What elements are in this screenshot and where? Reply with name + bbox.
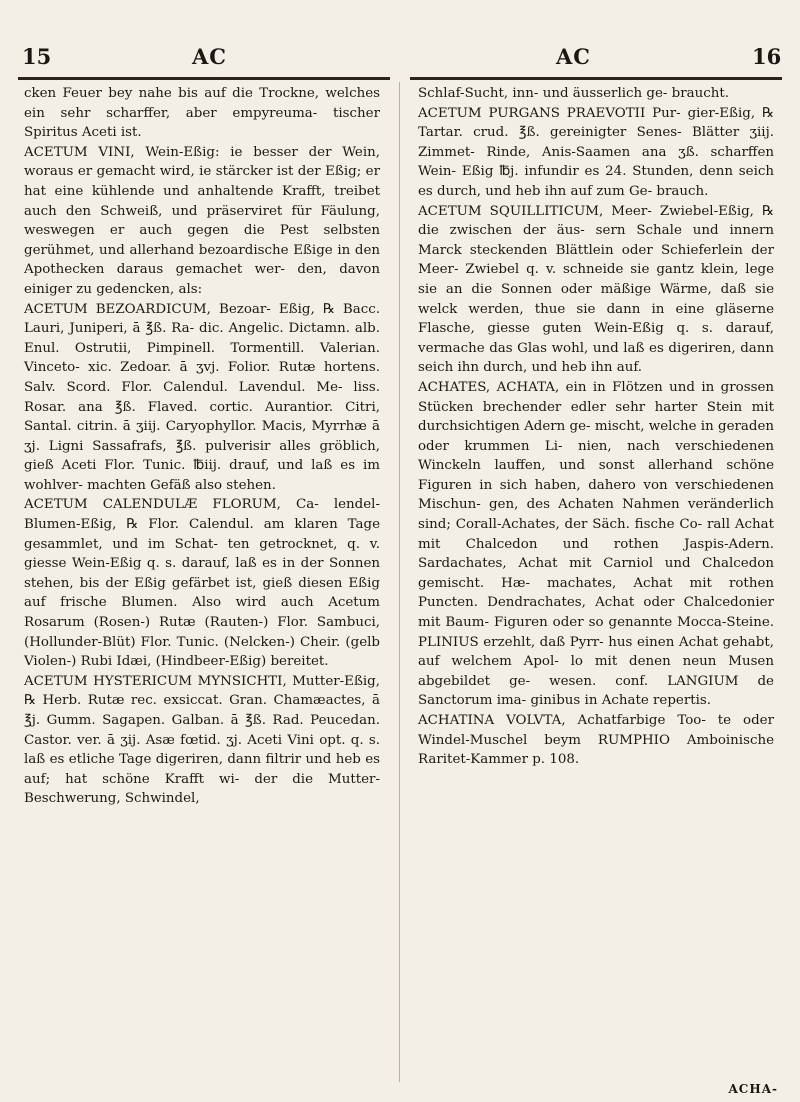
entry-acetum-squilliticum: ACETUM SQUILLITICUM, Meer- Zwiebel-Eßig, ℞ die zwischen der äus- sern Schale und innern Marck steckenden Blättlein oder Schieferlein der Meer- Zwiebel q. v. schneide sie gantz klein, lege sie an die Sonnen oder mäßige Wärme, daß sie welck werden, thue sie dann in eine gläserne Flasche, giesse guten Wein-Eßig q. s. darauf, vermache das Glas wohl, und laß es digeriren, dann seich ihn durch, und heb ihn auf. (418, 203, 774, 376)
catchword: ACHA- (728, 1082, 778, 1096)
right-header-rule (410, 77, 782, 80)
right-running-head: AC (556, 44, 592, 69)
right-column (418, 84, 774, 770)
entry-achatina-voluta: ACHATINA VOLVTA, Achatfarbige Too- te oder Windel-Muschel beym RUMPHIO Amboinische Raritet-Kammer p. 108. (418, 713, 774, 768)
paragraph-schlaf-sucht: Schlaf-Sucht, inn- und äusserlich ge- braucht. (418, 86, 730, 101)
entry-acetum-calendulae: ACETUM CALENDULÆ FLORUM, Ca- lendel-Blumen-Eßig, ℞ Flor. Calendul. am klaren Tage gesammlet, und im Schat- ten getrocknet, q. v. giesse Wein-Eßig q. s. darauf, laß es in der Sonnen stehen, bis der Eßig gefärbet ist, gieß diesen Eßig auf frische Blumen. Also wird auch Acetum Rosarum (Rosen-) Rutæ (Rauten-) Flor. Sambuci, (Hollunder-Blüt) Flor. Tunic. (Nelcken-) Cheir. (gelb Violen-) Rubi Idæi, (Hindbeer-Eßig) bereitet. (24, 497, 380, 670)
entry-acetum-vini: ACETUM VINI, Wein-Eßig: ie besser der Wein, woraus er gemacht wird, ie stärcker ist der Eßig; er hat eine kühlende und anhaltende Krafft, treibet auch den Schweiß, und präserviret für Fäulung, weswegen er auch gegen die Pest selbsten gerühmet, und allerhand bezoardische Eßige in den Apothecken daraus gemachet wer- den, davon einiger zu gedencken, als: (24, 144, 380, 297)
paragraph-spiritus-aceti: cken Feuer bey nahe bis auf die Trockne, welches ein sehr scharffer, aber empyreuma- tischer Spiritus Aceti ist. (24, 86, 380, 141)
right-page-number: 16 (752, 44, 782, 69)
entry-acetum-bezoardicum: ACETUM BEZOARDICUM, Bezoar- Eßig, ℞ Bacc. Lauri, Juniperi, ā ℥ß. Ra- dic. Angelic. Dictamn. alb. Enul. Ostrutii, Pimpinell. Tormentill. Valerian. Vinceto- xic. Zedoar. ā ʒvj. Folior. Rutæ hortens. Salv. Scord. Flor. Calendul. Lavendul. Me- liss. Rosar. ana ℥ß. Flaved. cortic. Aurantior. Citri, Santal. citrin. ā ʒiij. Caryophyllor. Macis, Myrrhæ ā ʒj. Ligni Sassafrafs, ℥ß. pulverisir alles gröblich, gieß Aceti Flor. Tunic. ℔iij. drauf, und laß es im wohlver- machten Gefäß also stehen. (24, 301, 380, 493)
left-page-number: 15 (22, 44, 52, 69)
left-running-head: AC (192, 44, 228, 69)
entry-achates: ACHATES, ACHATA, ein in Flötzen und in grossen Stücken brechender edler sehr harter Stein mit durchsichtigen Adern ge- mischt, welche in geraden oder krummen Li- nien, nach verschiedenen Winckeln lauffen, und sonst allerhand schöne Figuren in sich haben, dahero von verschiedenen Mischun- gen, des Achaten Nahmen veränderlich sind; Corall-Achates, der Säch. fische Co- rall Achat mit Chalcedon und rothen Jaspis-Adern. Sardachates, Achat mit Carniol und Chalcedon gemischt. Hæ- machates, Achat mit rothen Puncten. Dendrachates, Achat oder Chalcedonier mit Baum- Figuren oder so genannte Mocca-Steine. PLINIUS erzehlt, daß Pyrr- hus einen Achat gehabt, auf welchem Apol- lo mit denen neun Musen abgebildet ge- wesen. conf. LANGIUM de Sanctorum ima- ginibus in Achate repertis. (418, 379, 774, 709)
column-gutter (399, 82, 400, 1082)
left-column (24, 84, 380, 809)
entry-acetum-purgans: ACETUM PURGANS PRAEVOTII Pur- gier-Eßig, ℞ Tartar. crud. ℥ß. gereinigter Senes- Blätter ʒiij. Zimmet- Rinde, Anis-Saamen ana ʒß. scharffen Wein- Eßig ℔j. infundir es 24. Stunden, denn seich es durch, und heb ihn auf zum Ge- brauch. (418, 105, 774, 199)
entry-acetum-hystericum: ACETUM HYSTERICUM MYNSICHTI, Mutter-Eßig, ℞ Herb. Rutæ rec. exsiccat. Gran. Chamæactes, ā ℥j. Gumm. Sagapen. Galban. ā ℥ß. Rad. Peucedan. Castor. ver. ā ʒij. Asæ fœtid. ʒj. Aceti Vini opt. q. s. laß es etliche Tage digeriren, dann filtrir und heb es auf; hat schöne Krafft wi- der die Mutter-Beschwerung, Schwindel, (24, 673, 380, 807)
left-header-rule (18, 77, 390, 80)
